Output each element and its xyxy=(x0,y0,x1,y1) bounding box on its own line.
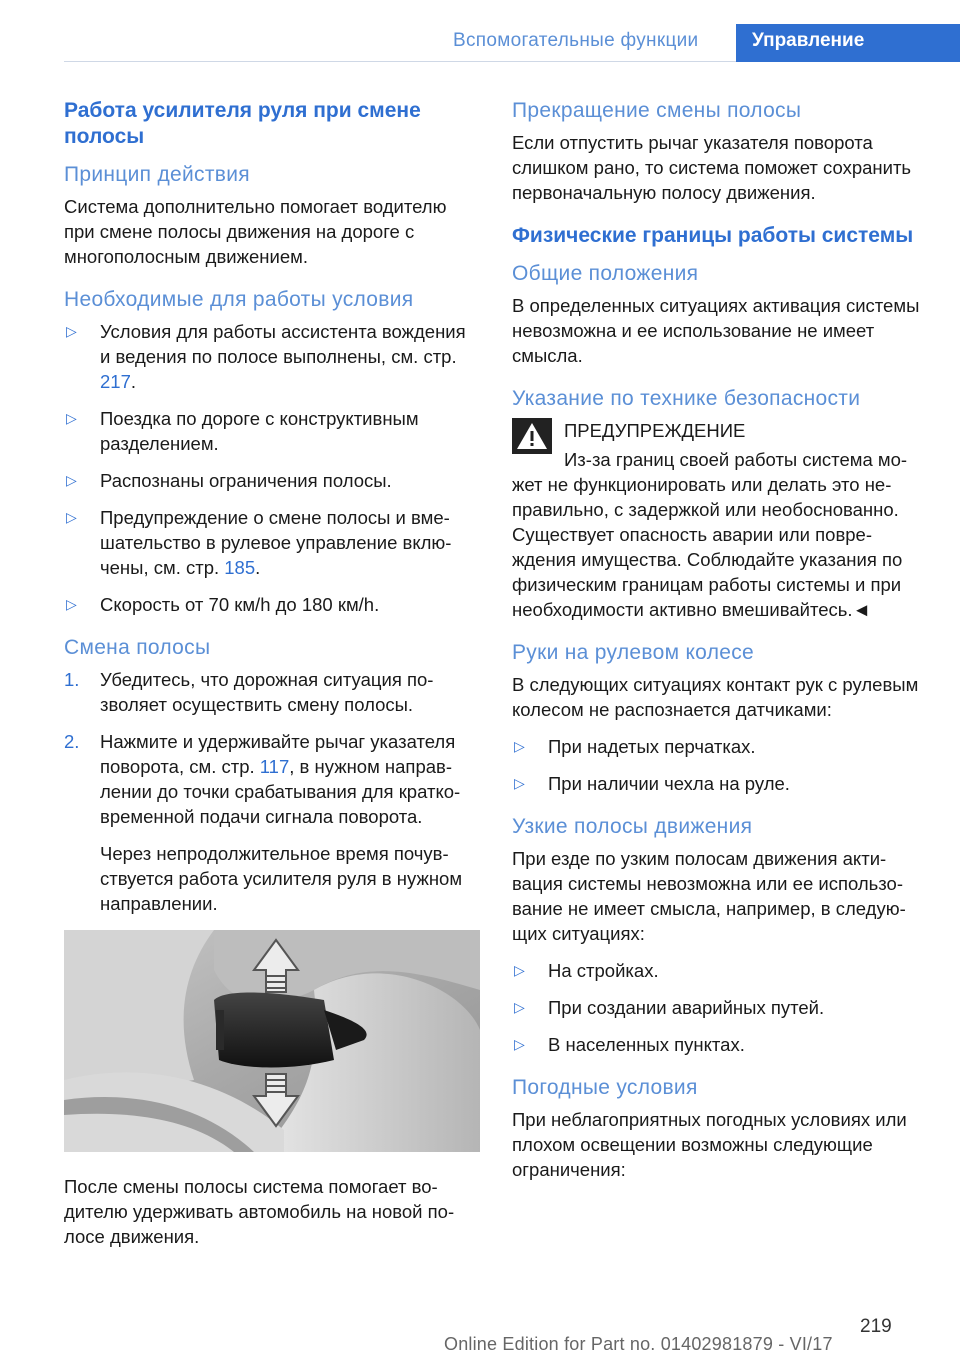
heading-general: Общие положения xyxy=(512,262,699,285)
step-text: Нажмите и удерживайте рычаг указателя поворота, см. стр. xyxy=(100,731,456,777)
list-item-text: При создании аварийных путей. xyxy=(548,997,825,1018)
list-item xyxy=(512,771,926,796)
list-item-text: Скорость от 70 км/h до 180 км/h. xyxy=(100,594,380,615)
heading-conditions: Необходимые для работы условия xyxy=(64,288,414,311)
warning-title: ПРЕДУПРЕЖДЕНИЕ xyxy=(564,420,746,441)
hands-list xyxy=(512,734,926,796)
general-text: В определенных ситуациях активация системы невозможна и ее использование не имеет смысла. xyxy=(512,295,920,366)
narrow-list xyxy=(512,958,926,1057)
weather-text: При неблагоприятных погодных условиях или плохом освещении возможны следующие ограничения: xyxy=(512,1109,907,1180)
list-item xyxy=(64,592,480,617)
page-header xyxy=(0,0,960,62)
heading-lane-change: Смена полосы xyxy=(64,636,211,659)
triangle-bullet-icon: ▷ xyxy=(66,323,77,339)
step-text: Убедитесь, что дорожная ситуация позволяет осуществить смену полосы. xyxy=(100,669,434,715)
warning-icon xyxy=(512,418,552,454)
page-link-217[interactable]: 217 xyxy=(100,371,131,392)
list-item-tail: . xyxy=(255,557,261,578)
step-item xyxy=(64,667,480,717)
list-item-text: Условия для работы ассистента вождения и ведения по полосе выполнены, см. стр. xyxy=(100,321,466,367)
step-sub-text: Через непродолжительное время почувствуется работа усилителя руля в нужном направлении. xyxy=(100,843,463,914)
heading-narrow-lanes: Узкие полосы движения xyxy=(512,815,753,838)
turn-signal-lever-image xyxy=(64,930,480,1152)
warning-block xyxy=(512,418,926,622)
triangle-bullet-icon: ▷ xyxy=(66,410,77,426)
list-item xyxy=(64,468,480,493)
page-link-185[interactable]: 185 xyxy=(224,557,256,578)
list-item-text: Поездка по дороге с конструктивным разделением. xyxy=(100,408,419,454)
step-item xyxy=(64,729,480,916)
triangle-bullet-icon: ▷ xyxy=(514,999,525,1015)
list-item xyxy=(512,958,926,983)
triangle-bullet-icon: ▷ xyxy=(514,775,525,791)
header-chapter-tab[interactable]: Управление xyxy=(736,24,960,62)
header-divider xyxy=(64,61,736,62)
steps-list xyxy=(64,667,480,916)
list-item-text: При наличии чехла на руле. xyxy=(548,773,790,794)
triangle-bullet-icon: ▷ xyxy=(514,738,525,754)
after-image-text: После смены полосы система помогает водителю удерживать автомобиль на новой полосе движения. xyxy=(64,1176,455,1247)
list-item-text: Предупреждение о смене полосы и вмешательство в рулевое управление включены, см. стр. xyxy=(100,507,452,578)
left-column xyxy=(64,98,480,1267)
list-item xyxy=(512,734,926,759)
edition-footer: Online Edition for Part no. 01402981879 - VI/17 xyxy=(444,1334,833,1354)
list-item-text: Распознаны ограничения полосы. xyxy=(100,470,392,491)
heading-weather: Погодные условия xyxy=(512,1076,698,1099)
list-item xyxy=(64,319,480,394)
list-item xyxy=(512,995,926,1020)
step-number: 1. xyxy=(64,669,80,690)
list-item-text: При надетых перчатках. xyxy=(548,736,756,757)
section-title-system-limits: Физические границы работы системы xyxy=(512,224,914,247)
list-item-tail: . xyxy=(130,371,137,392)
page-link-117[interactable]: 117 xyxy=(259,756,290,777)
list-item xyxy=(64,505,480,580)
heading-principle: Принцип действия xyxy=(64,163,250,186)
conditions-list xyxy=(64,319,480,617)
heading-abort-lane-change: Прекращение смены полосы xyxy=(512,99,802,122)
abort-text: Если отпустить рычаг указателя поворота слишком рано, то система поможет сохранить первоначальную полосу движения. xyxy=(512,132,912,203)
triangle-bullet-icon: ▷ xyxy=(66,596,77,612)
triangle-bullet-icon: ▷ xyxy=(514,962,525,978)
header-section-title: Вспомогательные функции xyxy=(453,30,699,51)
list-item-text: На стройках. xyxy=(548,960,659,981)
list-item xyxy=(512,1032,926,1057)
list-item-text: В населенных пунктах. xyxy=(548,1034,745,1055)
triangle-bullet-icon: ▷ xyxy=(66,472,77,488)
page-number: 219 xyxy=(860,1316,892,1337)
principle-text: Система дополнительно помогает водителю при смене полосы движения на дороге с многополосным движением. xyxy=(64,196,447,267)
triangle-bullet-icon: ▷ xyxy=(66,509,77,525)
step-number: 2. xyxy=(64,731,80,752)
heading-safety: Указание по технике безопасности xyxy=(512,387,861,410)
step-tail: , в нужном направлении до точки срабатывания для кратковременной подачи сигнала поворота. xyxy=(100,756,461,827)
warning-text: Из-за границ своей работы система может не функционировать или делать это неправильно, с задержкой или необоснованно. Существует опасность аварии или повреждения имущества. Соблюдайте указания по физическим границам работы системы и при необходимости активно вмешивайтесь.◄ xyxy=(512,449,908,620)
hands-text: В следующих ситуациях контакт рук с рулевым колесом не распознается датчиками: xyxy=(512,674,919,720)
heading-hands-on-wheel: Руки на рулевом колесе xyxy=(512,641,755,664)
right-column xyxy=(512,98,926,1200)
narrow-text: При езде по узким полосам движения активация системы невозможна или ее использование не имеет смысла, например, в следующих ситуациях: xyxy=(512,848,906,944)
section-title-lane-change-assist: Работа усилителя руля при смене полосы xyxy=(64,99,421,148)
triangle-bullet-icon: ▷ xyxy=(514,1036,525,1052)
list-item xyxy=(64,406,480,456)
